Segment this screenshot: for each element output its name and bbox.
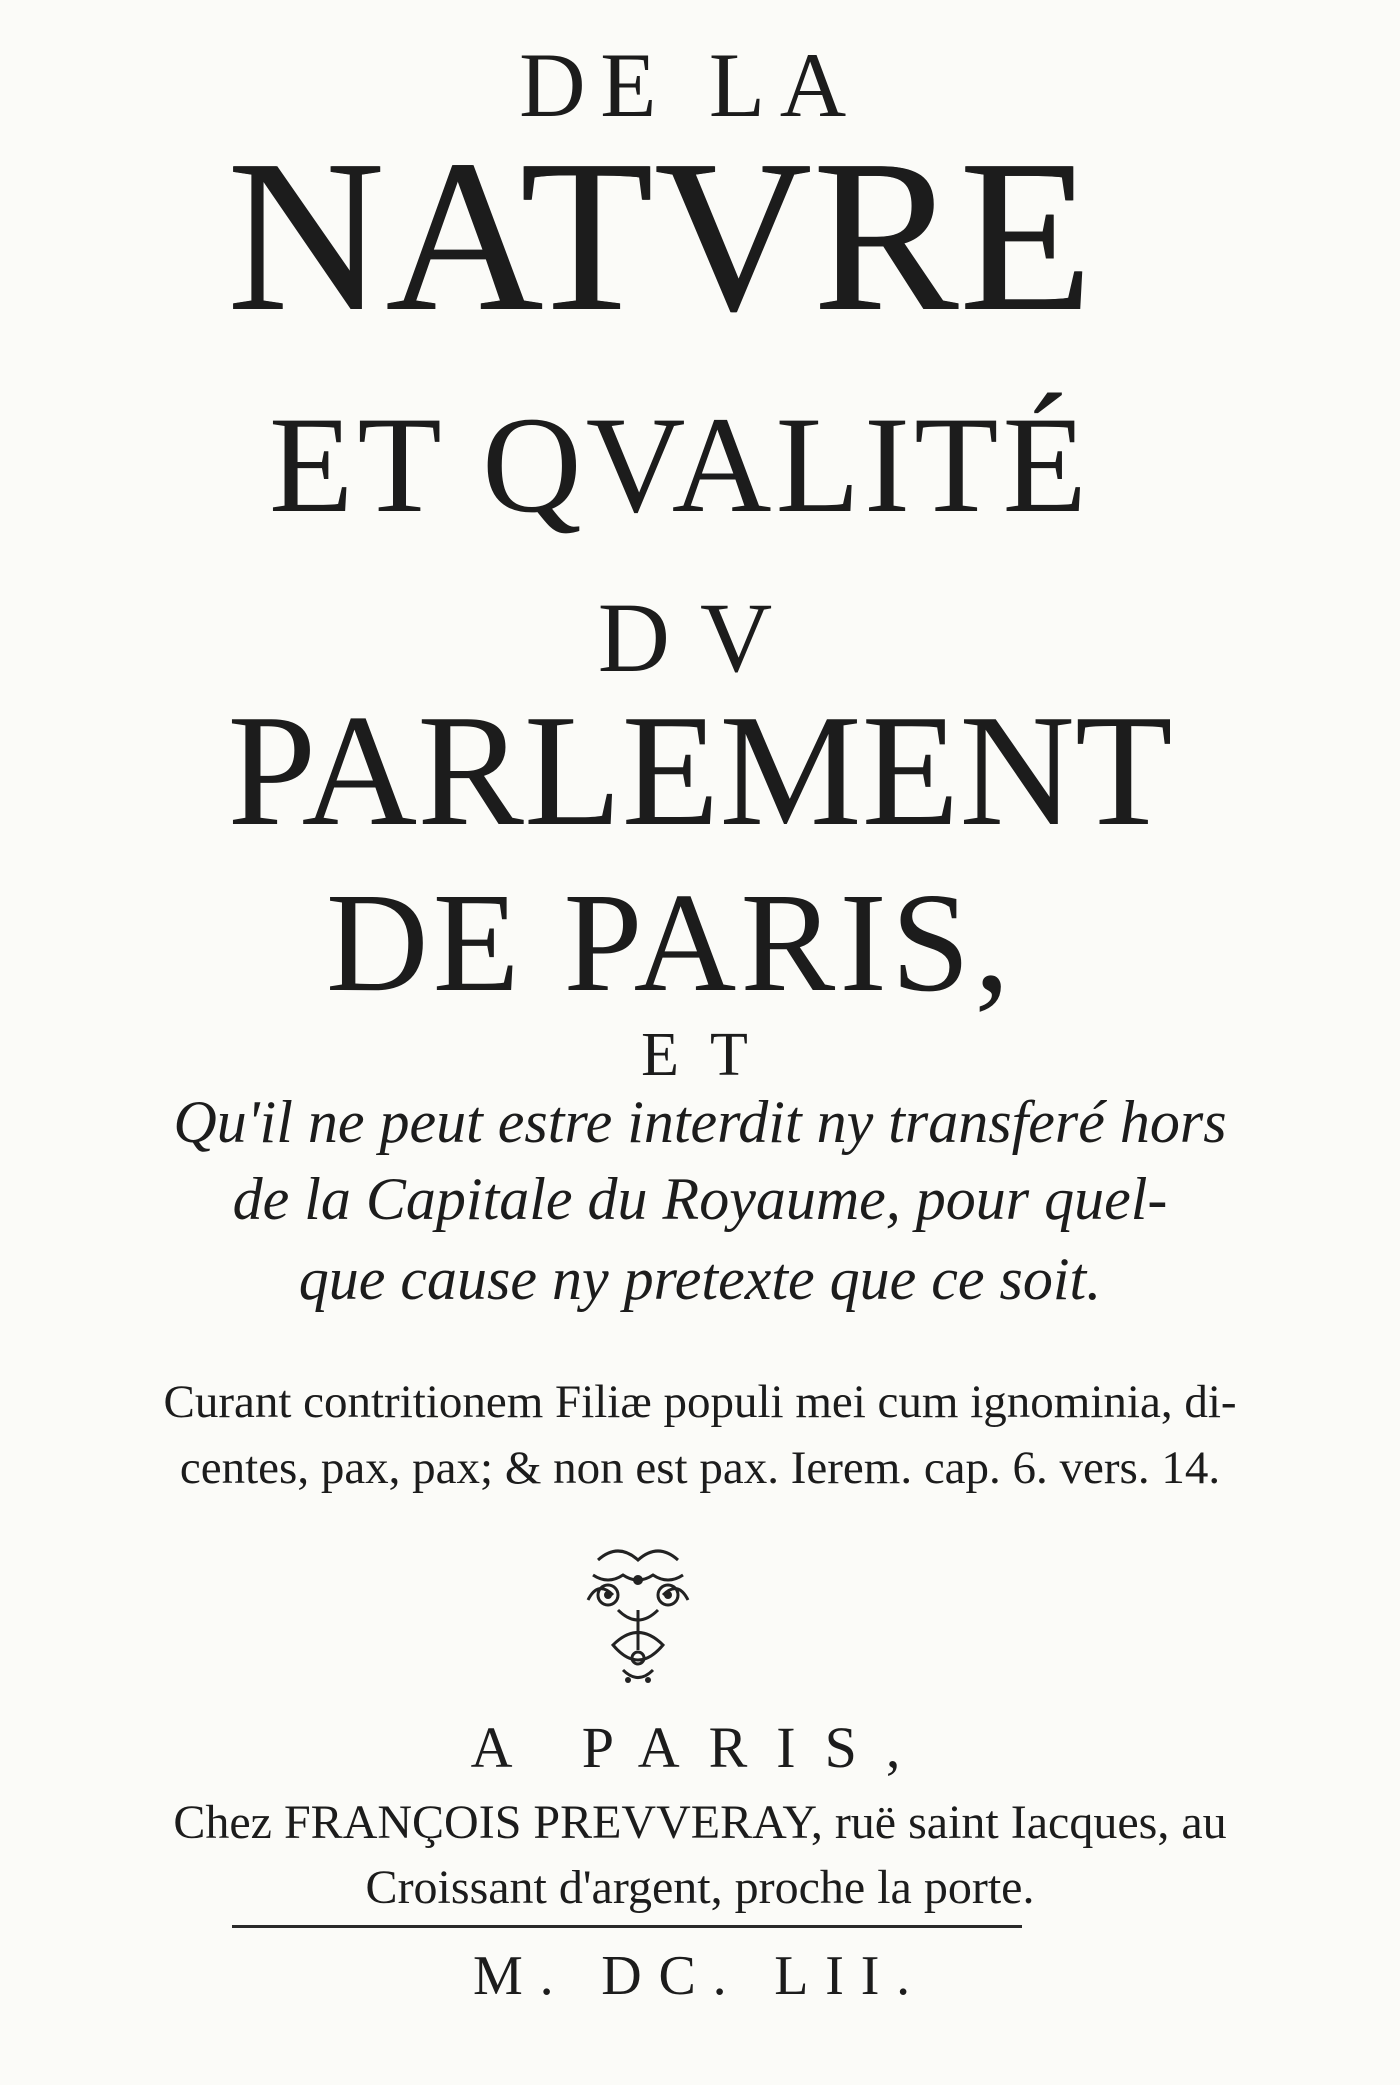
imprint-printer: Chez FRANÇOIS PREVVERAY, ruë saint Iacques, au <box>173 1796 1227 1849</box>
subtitle-line-2: de la Capitale du Royaume, pour quel- <box>232 1166 1168 1232</box>
floral-ornament-icon <box>578 1540 698 1690</box>
divider-rule <box>232 1925 1022 1928</box>
epigraph-line-1: Curant contritionem Filiæ populi mei cum ignominia, di- <box>163 1376 1237 1428</box>
title-line-de-paris: DE PARIS, <box>325 863 1015 1021</box>
title-line-parlement: PARLEMENT <box>227 681 1173 859</box>
title-line-de-la: DE LA <box>519 34 861 136</box>
imprint-city: A PARIS, <box>470 1715 930 1780</box>
epigraph-line-2: centes, pax, pax; & non est pax. Ierem. cap. 6. vers. 14. <box>179 1442 1221 1494</box>
title-line-et: ET <box>641 1021 779 1089</box>
subtitle-line-1: Qu'il ne peut estre interdit ny transferé hors <box>173 1089 1227 1155</box>
imprint-address: Croissant d'argent, proche la porte. <box>365 1861 1035 1914</box>
subtitle-line-3: que cause ny pretexte que ce soit. <box>298 1246 1102 1312</box>
imprint-date: M. DC. LII. <box>473 1945 927 2007</box>
title-line-dv: DV <box>597 582 803 693</box>
title-line-et-qualite: ET QVALITÉ <box>268 388 1092 541</box>
title-line-natvre: NATVRE <box>226 116 1094 357</box>
